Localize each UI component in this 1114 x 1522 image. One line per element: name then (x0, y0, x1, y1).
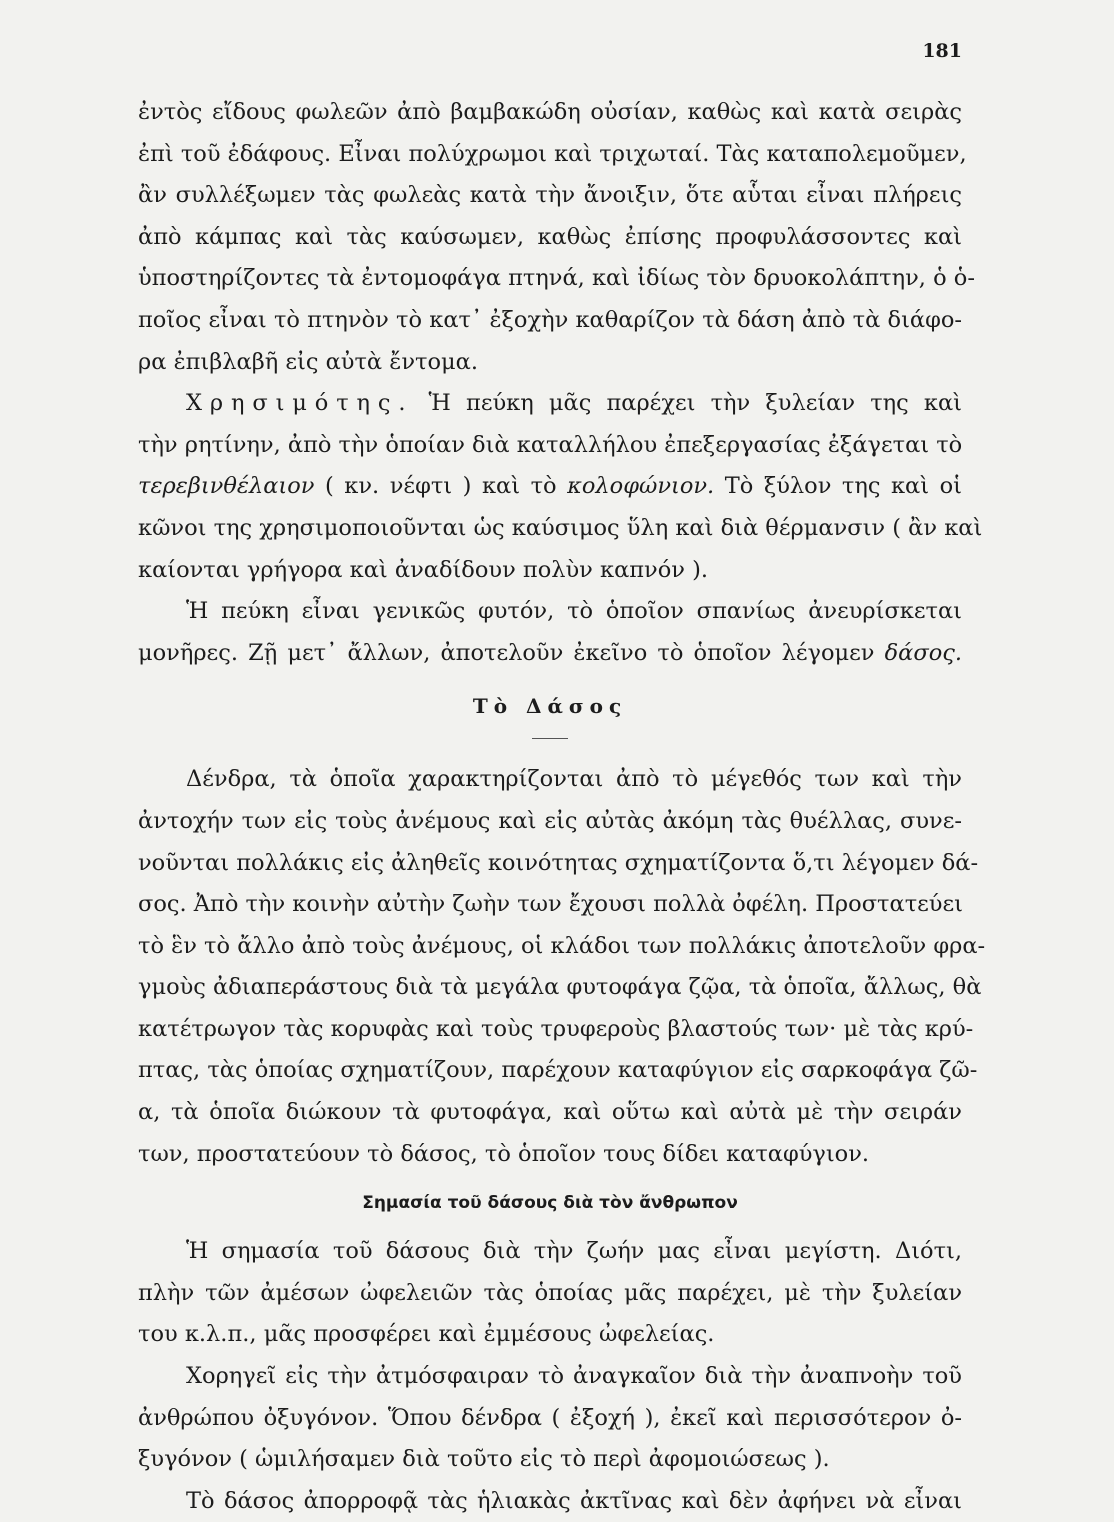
para2-line-4: κῶνοι της χρησιμοποιοῦνται ὡς καύσιμος ὕλη καὶ διὰ θέρμανσιν ( ἂν καὶ (138, 514, 983, 541)
para1-line-4: ἀπὸ κάμπας καὶ τὰς καύσωμεν, καθὼς ἐπίσης προφυλάσσοντες καὶ (138, 223, 962, 250)
para1-line-1: ἐντὸς εἴδους φωλεῶν ἀπὸ βαμβακώδη οὐσίαν, καθὼς καὶ κατὰ σειρὰς (138, 99, 962, 125)
para3-line-2-text: μονῆρες. Ζῇ μετ᾽ ἄλλων, ἀποτελοῦν ἐκεῖνο τὸ ὁποῖον λέγομεν (138, 639, 885, 666)
para5-line-2: πλὴν τῶν ἀμέσων ὠφελειῶν τὰς ὁποίας μᾶς παρέχει, μὲ τὴν ξυλείαν (138, 1279, 962, 1306)
para1-line-2: ἐπὶ τοῦ ἐδάφους. Εἶναι πολύχρωμοι καὶ τριχωταί. Τὰς καταπολεμοῦμεν, (138, 140, 967, 167)
para4-line-5: τὸ ἓν τὸ ἄλλο ἀπὸ τοὺς ἀνέμους, οἱ κλάδοι των πολλάκις ἀποτελοῦν φρα- (138, 932, 986, 959)
para3-line-1: Ἡ πεύκη εἶναι γενικῶς φυτόν, τὸ ὁποῖον σπανίως ἀνευρίσκεται (186, 598, 962, 625)
para4-line-3: νοῦνται πολλάκις εἰς ἀληθεῖς κοινότητας σχηματίζοντα ὅ,τι λέγομεν δά- (138, 849, 979, 876)
term-rosin: κολοφώνιον. (567, 473, 715, 500)
spacer (138, 739, 962, 759)
para1-line-6: ποῖος εἶναι τὸ πτηνὸν τὸ κατ᾽ ἐξοχὴν καθαρίζον τὰ δάση ἀπὸ τὰ διάφο- (138, 306, 962, 333)
para5-line-3: του κ.λ.π., μᾶς προσφέρει καὶ ἐμμέσους ὠφελείας. (138, 1321, 715, 1348)
section-heading-forest: Τὸ Δάσος (472, 694, 628, 719)
para6-line-3: ξυγόνον ( ὡμιλήσαμεν διὰ τοῦτο εἰς τὸ περὶ ἀφομοιώσεως ). (138, 1446, 830, 1473)
section-heading-importance: Σημασία τοῦ δάσους διὰ τὸν ἄνθρωπον (362, 1193, 738, 1214)
usefulness-label: Χρησιμότης. (186, 390, 414, 417)
para4-line-9: α, τὰ ὁποῖα διώκουν τὰ φυτοφάγα, καὶ οὕτω καὶ αὐτὰ μὲ τὴν σειράν (138, 1099, 962, 1126)
para4-line-8: πτας, τὰς ὁποίας σχηματίζουν, παρέχουν καταφύγιον εἰς σαρκοφάγα ζῶ- (138, 1057, 978, 1084)
para7-line-1: Τὸ δάσος ἀπορροφᾷ τὰς ἡλιακὰς ἀκτῖνας καὶ δὲν ἀφήνει νὰ εἶναι (186, 1487, 962, 1514)
page-number: 181 (922, 40, 962, 62)
para4-line-7: κατέτρωγον τὰς κορυφὰς καὶ τοὺς τρυφεροὺς βλαστούς των· μὲ τὰς κρύ- (138, 1015, 974, 1042)
term-forest: δάσος. (884, 639, 962, 666)
para2-line-1 (138, 383, 962, 425)
para6-line-1: Χορηγεῖ εἰς τὴν ἀτμόσφαιραν τὸ ἀναγκαῖον διὰ τὴν ἀναπνοὴν τοῦ (186, 1363, 962, 1390)
para6-line-2: ἀνθρώπου ὀξυγόνον. Ὅπου δένδρα ( ἐξοχή ), ἐκεῖ καὶ περισσότερον ὀ- (138, 1404, 962, 1431)
para1-line-3: ἂν συλλέξωμεν τὰς φωλεὰς κατὰ τὴν ἄνοιξιν, ὅτε αὗται εἶναι πλήρεις (138, 182, 962, 209)
para2-line-3 (138, 466, 962, 508)
para1-line-5: ὑποστηρίζοντες τὰ ἐντομοφάγα πτηνά, καὶ ἰδίως τὸν δρυοκολάπτην, ὁ ὁ- (138, 265, 975, 292)
term-turpentine: τερεβινθέλαιον (138, 473, 315, 500)
para4-line-6: γμοὺς ἀδιαπεράστους διὰ τὰ μεγάλα φυτοφάγα ζῷα, τὰ ὁποῖα, ἄλλως, θὰ (138, 974, 982, 1001)
para2-line-5: καίονται γρήγορα καὶ ἀναδίδουν πολὺν καπνόν ). (138, 556, 709, 583)
para4-line-1: Δένδρα, τὰ ὁποῖα χαρακτηρίζονται ἀπὸ τὸ μέγεθός των καὶ τὴν (186, 766, 962, 793)
para4-line-2: ἀντοχήν των εἰς τοὺς ἀνέμους καὶ εἰς αὐτὰς ἀκόμη τὰς θυέλλας, συνε- (138, 807, 962, 834)
para4-line-4: σος. Ἀπὸ τὴν κοινὴν αὐτὴν ζωὴν των ἔχουσι πολλὰ ὀφέλη. Προστατεύει (138, 891, 963, 918)
para2-line-3-mid: ( κν. νέφτι ) καὶ τὸ (314, 473, 568, 500)
para4-line-10: των, προστατεύουν τὸ δάσος, τὸ ὁποῖον τους δίδει καταφύγιον. (138, 1140, 870, 1167)
page-text (138, 92, 986, 1522)
para5-line-1: Ἡ σημασία τοῦ δάσους διὰ τὴν ζωήν μας εἶναι μεγίστη. Διότι, (186, 1238, 962, 1265)
para2-line-3-end: Τὸ ξύλον της καὶ οἱ (714, 473, 962, 500)
para2-line-2: τὴν ρητίνην, ἀπὸ τὴν ὁποίαν διὰ καταλλήλου ἐπεξεργασίας ἐξάγεται τὸ (138, 431, 963, 458)
para2-line-1-text: Ἡ πεύκη μᾶς παρέχει τὴν ξυλείαν της καὶ (413, 390, 962, 417)
para3-line-2 (138, 633, 962, 675)
para1-line-7: ρα ἐπιβλαβῆ εἰς αὐτὰ ἔντομα. (138, 348, 478, 375)
